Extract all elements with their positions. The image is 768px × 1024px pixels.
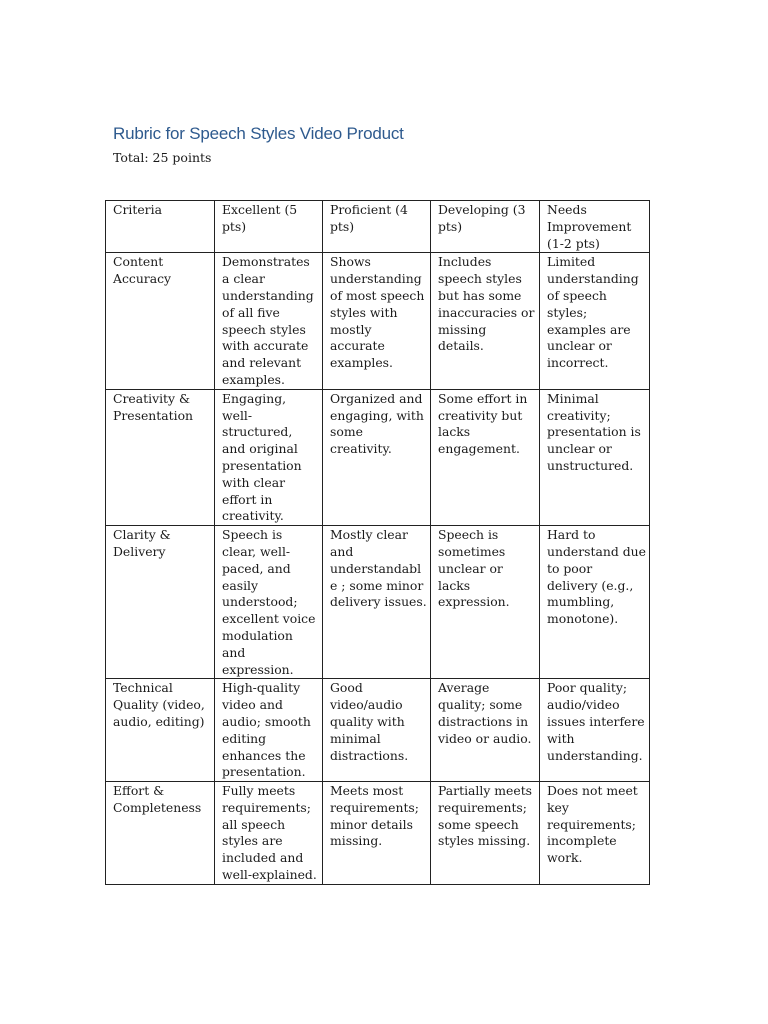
proficient-cell: Mostly clear and understandable ; some minor delivery issues. xyxy=(323,526,431,679)
criteria-cell: Creativity & Presentation xyxy=(106,389,215,525)
excellent-cell: Fully meets requirements; all speech styles are included and well-explained. xyxy=(215,782,323,885)
developing-cell: Some effort in creativity but lacks engagement. xyxy=(431,389,540,525)
table-row xyxy=(106,679,650,782)
header-excellent: Excellent (5 pts) xyxy=(215,201,323,253)
needs-improvement-cell: Limited understanding of speech styles; examples are unclear or incorrect. xyxy=(540,253,650,389)
excellent-cell: Speech is clear, well-paced, and easily understood; excellent voice modulation and expression. xyxy=(215,526,323,679)
document-title: Rubric for Speech Styles Video Product xyxy=(113,124,404,143)
needs-improvement-cell: Does not meet key requirements; incomplete work. xyxy=(540,782,650,885)
developing-cell: Average quality; some distractions in video or audio. xyxy=(431,679,540,782)
needs-improvement-cell: Hard to understand due to poor delivery (e.g., mumbling, monotone). xyxy=(540,526,650,679)
excellent-cell: High-quality video and audio; smooth editing enhances the presentation. xyxy=(215,679,323,782)
needs-improvement-cell: Poor quality; audio/video issues interfere with understanding. xyxy=(540,679,650,782)
proficient-cell: Good video/audio quality with minimal distractions. xyxy=(323,679,431,782)
needs-improvement-cell: Minimal creativity; presentation is unclear or unstructured. xyxy=(540,389,650,525)
table-row xyxy=(106,253,650,389)
proficient-cell: Meets most requirements; minor details missing. xyxy=(323,782,431,885)
table-row xyxy=(106,782,650,885)
total-points: Total: 25 points xyxy=(113,150,212,165)
criteria-cell: Clarity & Delivery xyxy=(106,526,215,679)
criteria-cell: Technical Quality (video, audio, editing) xyxy=(106,679,215,782)
developing-cell: Includes speech styles but has some inaccuracies or missing details. xyxy=(431,253,540,389)
rubric-table xyxy=(105,200,650,885)
table-row xyxy=(106,526,650,679)
developing-cell: Speech is sometimes unclear or lacks expression. xyxy=(431,526,540,679)
header-proficient: Proficient (4 pts) xyxy=(323,201,431,253)
excellent-cell: Engaging, well-structured, and original presentation with clear effort in creativity. xyxy=(215,389,323,525)
proficient-cell: Shows understanding of most speech styles with mostly accurate examples. xyxy=(323,253,431,389)
header-needs-improvement: Needs Improvement (1-2 pts) xyxy=(540,201,650,253)
header-criteria: Criteria xyxy=(106,201,215,253)
proficient-cell: Organized and engaging, with some creativity. xyxy=(323,389,431,525)
table-header-row xyxy=(106,201,650,253)
table-row xyxy=(106,389,650,525)
criteria-cell: Effort & Completeness xyxy=(106,782,215,885)
criteria-cell: Content Accuracy xyxy=(106,253,215,389)
excellent-cell: Demonstrates a clear understanding of all five speech styles with accurate and relevant examples. xyxy=(215,253,323,389)
developing-cell: Partially meets requirements; some speech styles missing. xyxy=(431,782,540,885)
header-developing: Developing (3 pts) xyxy=(431,201,540,253)
